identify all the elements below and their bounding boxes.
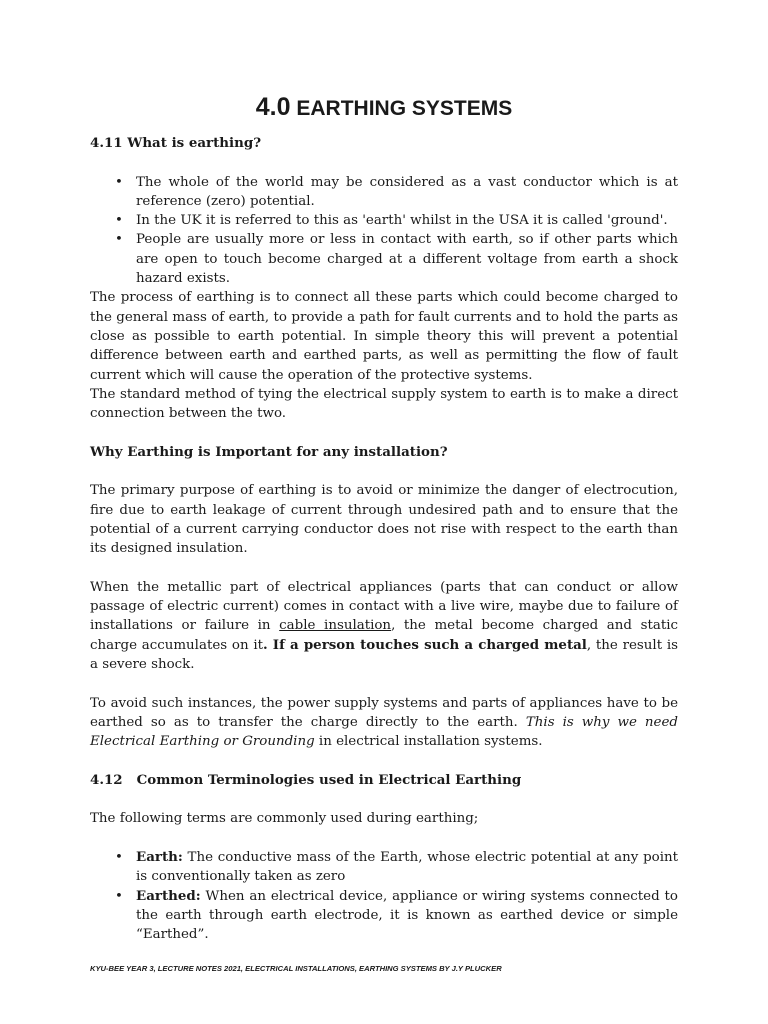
list-item: • People are usually more or less in contact with earth, so if other parts which are open to touch become charged at a different voltage from earth a shock hazard exists. [115,232,678,287]
term-earth: Earth: [136,848,183,865]
earthing-bullet-list [90,173,678,289]
title-number: 4.0 [255,93,291,121]
bullet-icon: • [115,232,123,248]
paragraph-primary-purpose: The primary purpose of earthing is to avoid or minimize the danger of electrocution, fire due to earth leakage of current through undesired path and to ensure that the potential of a current carrying conductor does not rise with respect to the earth than its designed insulation. [90,483,678,557]
terms-bullet-list [90,848,678,944]
bullet-icon: • [115,174,123,190]
page-title [90,90,678,126]
bullet-icon: • [115,213,123,229]
bullet-icon: • [115,849,123,865]
paragraph-metallic-parts: When the metallic part of electrical appliances (parts that can conduct or allow passage of electric current) comes in contact with a live wire, maybe due to failure of installations or failure in cable insulation, the metal become charged and static charge accumulates on it. If a person touches such a charged metal, the result is a severe shock. [90,579,678,673]
list-item: • Earthed: When an electrical device, appliance or wiring systems connected to the earth through earth electrode, it is known as earthed device or simple “Earthed”. [115,887,678,943]
paragraph-terms-intro: The following terms are commonly used during earthing; [90,811,479,827]
cable-insulation-link[interactable]: cable insulation [279,618,392,634]
title-text: EARTHING SYSTEMS [296,97,513,120]
paragraph-standard-method: The standard method of tying the electrical supply system to earth is to make a direct connection between the two. [90,386,678,422]
bullet-icon: • [115,888,123,904]
list-item: • In the UK it is referred to this as 'earth' whilst in the USA it is called 'ground'. [90,211,678,230]
term-earthed: Earthed: [136,887,201,904]
section-heading-terminologies: 4.12 Common Terminologies used in Electrical Earthing [90,771,522,788]
paragraph-avoid-instances: To avoid such instances, the power supply systems and parts of appliances have to be earthed so as to transfer the charge directly to the earth. This is why we need Electrical Earthing or Grounding in electrical installation systems. [90,695,678,750]
section-heading-what-is-earthing: 4.11 What is earthing? [90,135,262,151]
section-heading-why-earthing: Why Earthing is Important for any installation? [90,443,448,460]
page-footer: KYU-BEE YEAR 3, LECTURE NOTES 2021, ELECTRICAL INSTALLATIONS, EARTHING SYSTEMS BY J.Y PLUCKER [90,964,502,973]
paragraph-earthing-process: The process of earthing is to connect all these parts which could become charged to the general mass of earth, to provide a path for fault currents and to hold the parts as close as possible to earth potential. In simple theory this will prevent a potential difference between earth and earthed parts, as well as permitting the flow of fault current which will cause the operation of the protective systems. [90,290,678,383]
page-content [90,90,678,944]
list-item: • The whole of the world may be considered as a vast conductor which is at reference (zero) potential. [115,174,678,209]
list-item: • Earth: The conductive mass of the Earth, whose electric potential at any point is conventionally taken as zero [115,848,678,885]
